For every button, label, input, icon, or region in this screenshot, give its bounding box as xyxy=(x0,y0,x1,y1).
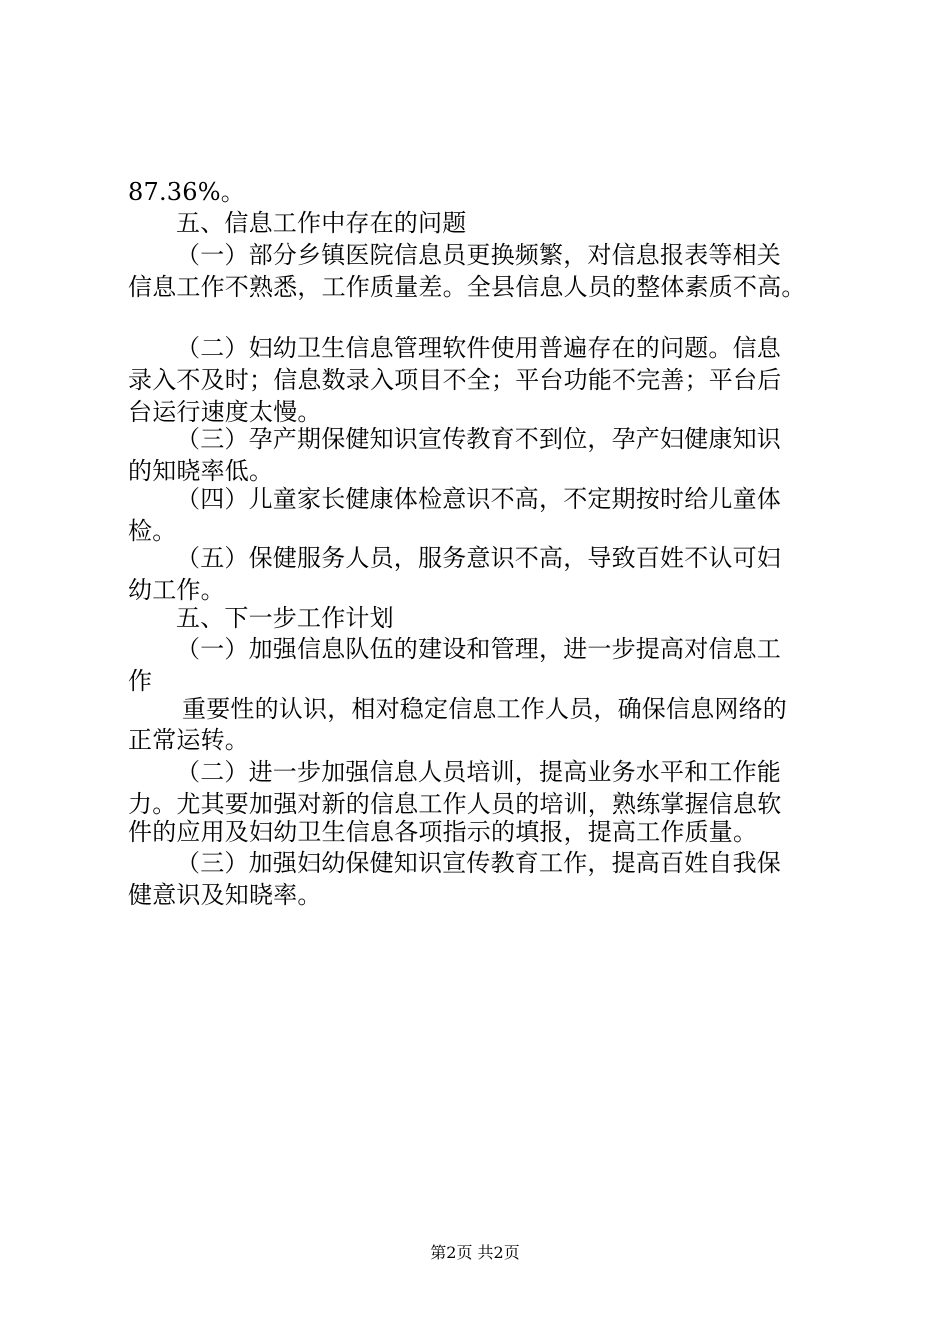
body-line: （二）妇幼卫生信息管理软件使用普遍存在的问题。信息 xyxy=(176,334,781,362)
body-line: （一）加强信息队伍的建设和管理，进一步提高对信息工 xyxy=(176,635,781,663)
body-line: （三）孕产期保健知识宣传教育不到位，孕产妇健康知识 xyxy=(176,425,781,453)
section-heading: 五、下一步工作计划 xyxy=(176,604,394,632)
body-line: 检。 xyxy=(128,517,177,545)
body-line: （四）儿童家长健康体检意识不高，不定期按时给儿童体 xyxy=(176,485,781,513)
body-line: 件的应用及妇幼卫生信息各项指示的填报，提高工作质量。 xyxy=(128,818,758,846)
section-heading: 五、信息工作中存在的问题 xyxy=(176,209,467,237)
body-line: 幼工作。 xyxy=(128,576,225,604)
body-line: （一）部分乡镇医院信息员更换频繁，对信息报表等相关 xyxy=(176,241,781,269)
body-line: 台运行速度太慢。 xyxy=(128,398,322,426)
body-line: （二）进一步加强信息人员培训，提高业务水平和工作能 xyxy=(176,758,781,786)
body-line: 作 xyxy=(128,667,153,695)
body-line: 重要性的认识，相对稳定信息工作人员，确保信息网络的 xyxy=(182,695,787,723)
body-line: 信息工作不熟悉，工作质量差。全县信息人员的整体素质不高。 xyxy=(128,273,806,301)
body-line: 录入不及时；信息数录入项目不全；平台功能不完善；平台后 xyxy=(128,366,782,394)
body-line: （五）保健服务人员，服务意识不高，导致百姓不认可妇 xyxy=(176,544,781,572)
body-line: 87.36%。 xyxy=(128,178,245,206)
page-footer: 第2页 共2页 xyxy=(430,1243,520,1262)
body-line: 力。尤其要加强对新的信息工作人员的培训，熟练掌握信息软 xyxy=(128,790,782,818)
body-line: （三）加强妇幼保健知识宣传教育工作，提高百姓自我保 xyxy=(176,849,781,877)
body-line: 正常运转。 xyxy=(128,726,249,754)
body-line: 的知晓率低。 xyxy=(128,457,274,485)
body-line: 健意识及知晓率。 xyxy=(128,881,322,909)
